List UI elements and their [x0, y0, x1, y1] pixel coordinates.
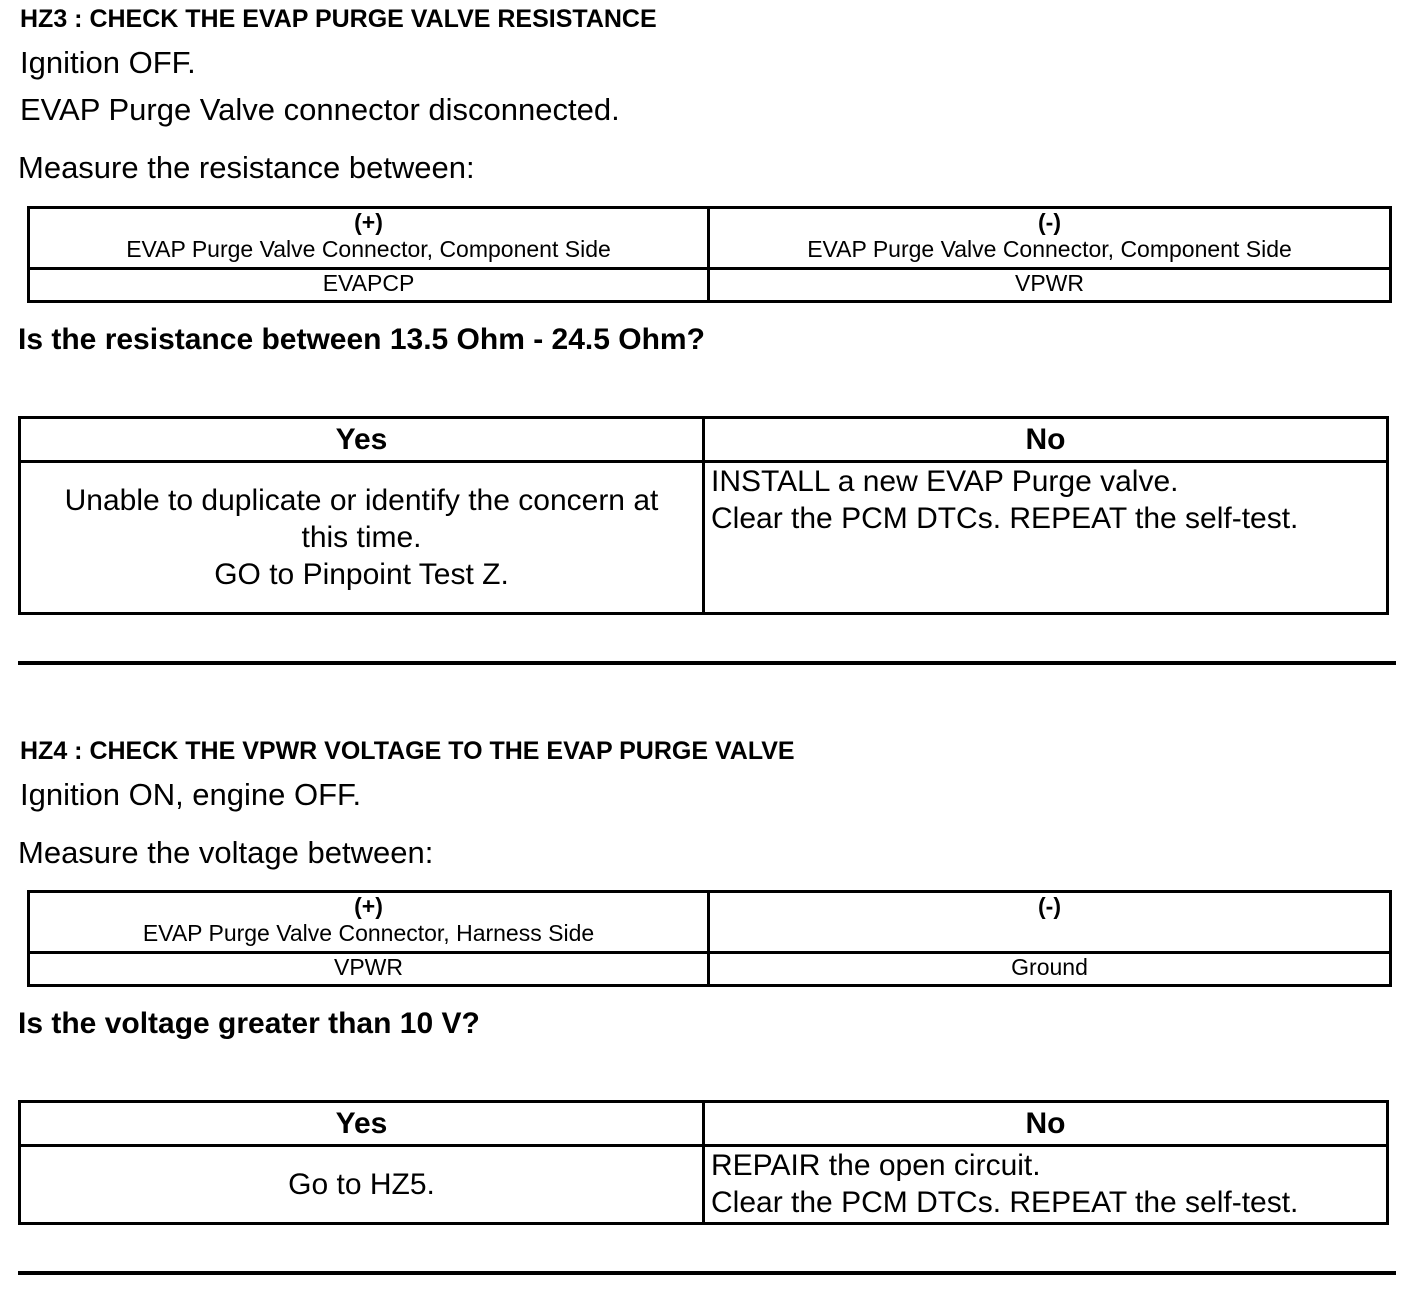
hz3-question: Is the resistance between 13.5 Ohm - 24.5 Ohm?	[18, 323, 705, 356]
hz3-positive-pin: EVAPCP	[29, 269, 709, 302]
section-divider	[18, 661, 1396, 665]
hz3-yes-action	[20, 462, 704, 614]
hz3-step-title: HZ3 : CHECK THE EVAP PURGE VALVE RESISTANCE	[20, 5, 657, 33]
hz4-measurement-table	[27, 890, 1392, 987]
hz3-result-table	[18, 416, 1389, 615]
hz3-no-line: INSTALL a new EVAP Purge valve.	[711, 465, 1179, 498]
hz4-negative-probe-cell	[709, 892, 1391, 953]
hz3-condition-connector: EVAP Purge Valve connector disconnected.	[20, 92, 620, 127]
hz3-no-header: No	[704, 418, 1388, 462]
hz3-negative-pin: VPWR	[709, 269, 1391, 302]
hz4-negative-pin: Ground	[709, 953, 1391, 986]
hz3-yes-line: Unable to duplicate or identify the concern at	[64, 484, 659, 517]
hz4-negative-symbol: (-)	[1038, 893, 1061, 919]
hz4-positive-pin: VPWR	[29, 953, 709, 986]
hz4-no-header: No	[704, 1102, 1388, 1146]
hz4-instruction: Measure the voltage between:	[18, 835, 434, 870]
hz4-positive-probe-cell	[29, 892, 709, 953]
hz4-condition-ignition: Ignition ON, engine OFF.	[20, 777, 362, 812]
hz3-yes-line: this time.	[301, 521, 422, 554]
hz3-negative-location: EVAP Purge Valve Connector, Component Side	[807, 236, 1292, 262]
hz3-no-line: Clear the PCM DTCs. REPEAT the self-test.	[711, 502, 1299, 535]
hz4-yes-line: Go to HZ5.	[288, 1168, 435, 1201]
hz3-measurement-table	[27, 206, 1392, 303]
hz4-question: Is the voltage greater than 10 V?	[18, 1007, 480, 1040]
hz3-no-action	[704, 462, 1388, 614]
hz3-condition-ignition: Ignition OFF.	[20, 45, 196, 80]
hz3-positive-probe-cell	[29, 208, 709, 269]
hz4-step-title: HZ4 : CHECK THE VPWR VOLTAGE TO THE EVAP PURGE VALVE	[20, 737, 795, 765]
section-divider-bottom	[18, 1271, 1396, 1275]
hz3-instruction: Measure the resistance between:	[18, 150, 475, 185]
hz4-result-table	[18, 1100, 1389, 1225]
hz4-positive-symbol: (+)	[354, 893, 383, 919]
hz4-positive-location: EVAP Purge Valve Connector, Harness Side	[142, 920, 595, 946]
hz3-measurement-pin-row	[29, 269, 1391, 302]
hz3-negative-probe-cell	[709, 208, 1391, 269]
hz3-positive-symbol: (+)	[354, 209, 383, 235]
hz3-measurement-header-row	[29, 208, 1391, 269]
hz4-no-line: Clear the PCM DTCs. REPEAT the self-test.	[711, 1186, 1299, 1219]
hz4-measurement-pin-row	[29, 953, 1391, 986]
hz4-no-action	[704, 1146, 1388, 1224]
hz3-yes-line: GO to Pinpoint Test Z.	[214, 558, 509, 591]
hz3-positive-location: EVAP Purge Valve Connector, Component Side	[126, 236, 611, 262]
hz4-yes-header: Yes	[20, 1102, 704, 1146]
hz4-no-line: REPAIR the open circuit.	[711, 1149, 1041, 1182]
hz4-yes-action	[20, 1146, 704, 1224]
hz4-measurement-header-row	[29, 892, 1391, 953]
hz3-yes-header: Yes	[20, 418, 704, 462]
hz3-negative-symbol: (-)	[1038, 209, 1061, 235]
